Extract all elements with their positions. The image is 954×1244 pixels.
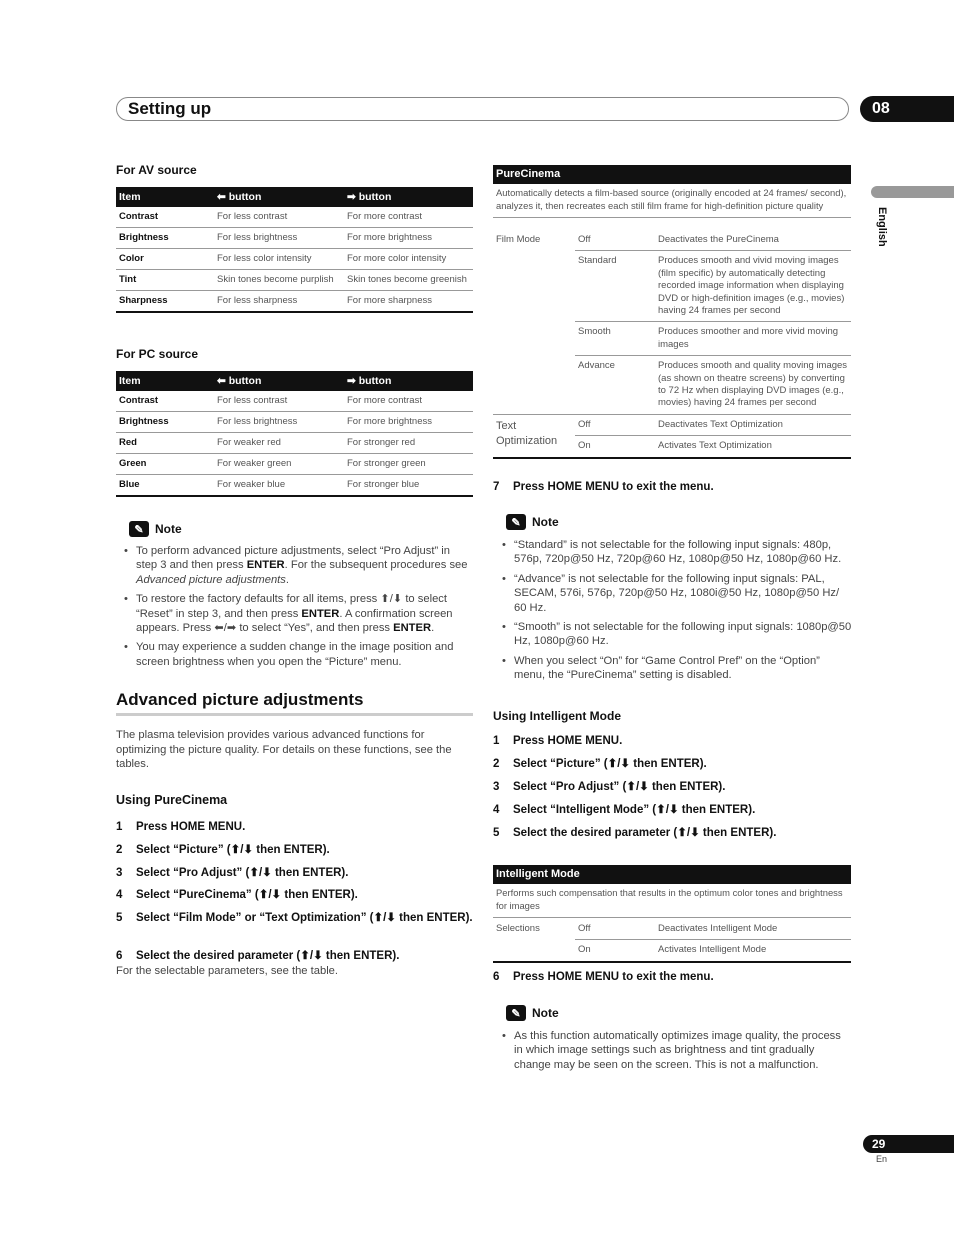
table-cell: Smooth [575,322,655,356]
language-tab [871,186,954,198]
table-description: Automatically detects a film-based source (originally encoded at 24 frames/ second), analyzes it, then recreates each still film frame for high-definition picture quality [496,187,847,211]
list-item [124,592,474,635]
note-heading [129,521,182,537]
table-cell: For more brightness [344,228,473,249]
language-label: English [876,207,888,247]
table-cell: Deactivates Intelligent Mode [655,919,851,940]
av-source-table [116,187,473,313]
list-item: • “Advance” is not selectable for the following input signals: PAL, SECAM, 576i, 576p, 720p@50 Hz, 1080i@50 Hz, 1080p@50 Hz/ 60 Hz. [502,572,852,615]
table-row [493,230,851,251]
step-number: 3 [116,867,123,879]
step-text: Press HOME MENU. [513,735,623,747]
step-item [493,780,851,794]
step-text: Select “Intelligent Mode” (⬆/⬇ then ENTER). [513,804,756,816]
step-text: Select “PureCinema” (⬆/⬇ then ENTER). [136,889,358,901]
note-text: . A confirmation screen appears. Press ⬅/➡ to select “Yes”, and then press [136,607,453,635]
table-row [493,251,851,322]
language-code: En [876,1154,888,1164]
table-cell: Activates Text Optimization [655,436,851,458]
table-cell: Produces smooth and quality moving images (as shown on theatre screens) by converting to 72 Hz when displaying DVD images (e.g., movies) having 24 frames per second [655,356,851,415]
note-text: . For the subsequent procedures see [284,559,468,572]
step-text: Select “Picture” (⬆/⬇ then ENTER). [513,758,707,770]
step-number: 4 [493,804,500,816]
table-cell: Skin tones become purplish [214,270,344,291]
purecinema-heading: Using PureCinema [116,793,228,807]
column-header: ➡ button [344,187,473,207]
column-header: Item [116,187,214,207]
step-item [116,911,473,926]
note-text: . [285,573,289,586]
table-cell: Brightness [116,228,214,249]
table-cell: Contrast [116,391,214,412]
table-cell [493,940,575,962]
step-text: Select the desired parameter (⬆/⬇ then ENTER). [136,950,400,962]
table-row [493,940,851,962]
note-text: You may experience a sudden change in the image position and screen brightness when you open the “Picture” menu. [136,641,454,668]
table-cell: For less brightness [214,412,344,433]
step-text: Press HOME MENU to exit the menu. [513,481,714,493]
step-number: 6 [493,971,500,983]
list-item: • When you select “On” for “Game Control Pref” on the “Option” menu, the “PureCinema” setting is disabled. [502,654,852,683]
page-title: Setting up [128,99,212,118]
step-item [493,970,851,984]
pc-source-table [116,371,473,497]
step-item [116,843,473,857]
table-cell: Deactivates Text Optimization [655,414,851,435]
divider [493,217,851,218]
table-cell: Text Optimization [493,414,575,457]
step-text: Select “Film Mode” or “Text Optimization” (⬆/⬇ then ENTER). [136,912,473,924]
section-rule [116,713,473,716]
step-text: Select “Pro Adjust” (⬆/⬇ then ENTER). [513,781,726,793]
table-cell: Red [116,433,214,454]
table-cell: Off [575,414,655,435]
table-cell: Activates Intelligent Mode [655,940,851,962]
intelligent-table [493,919,851,963]
table-row [116,433,473,454]
table-cell: On [575,436,655,458]
table-cell [493,251,575,322]
table-cell: Contrast [116,207,214,228]
table-header-row [116,187,473,207]
note-pencil-icon: ✎ [506,1005,526,1021]
table-cell: For more brightness [344,412,473,433]
table-cell: Standard [575,251,655,322]
step-number: 7 [493,481,500,493]
step-number: 2 [116,844,123,856]
column-header: ⬅ button [214,187,344,207]
table-cell: Produces smoother and more vivid moving images [655,322,851,356]
step-number: 1 [116,821,123,833]
step-item [116,888,473,902]
list-item: • “Standard” is not selectable for the following input signals: 480p, 576p, 720p@50 Hz, 720p@60 Hz, 1080p@50 Hz, 1080p@60 Hz. [502,538,852,567]
intro-paragraph: The plasma television provides various advanced functions for optimizing the picture quality. For details on these functions, see the tables. [116,729,452,770]
step-item [116,866,473,880]
note-list [124,544,474,674]
table-row [116,391,473,412]
table-cell: Skin tones become greenish [344,270,473,291]
step-number: 3 [493,781,500,793]
table-row [493,356,851,415]
note-reference: Advanced picture adjustments [136,573,286,586]
table-row [116,207,473,228]
table-cell: Film Mode [496,234,541,245]
intelligent-heading: Using Intelligent Mode [493,709,621,723]
list-item: • As this function automatically optimizes image quality, the process in which image settings such as brightness and tint gradually change may be seen on the screen. This is not a malfunction. [502,1029,847,1072]
table-row [116,228,473,249]
step-item [493,826,851,840]
table-cell: Selections [496,923,540,934]
note-heading [506,514,559,530]
chapter-number: 08 [872,100,890,117]
note-key: ENTER [246,559,285,572]
table-cell: Green [116,454,214,475]
note-pencil-icon: ✎ [129,521,149,537]
note-pencil-icon: ✎ [506,514,526,530]
purecinema-table [493,230,851,459]
table-cell: Sharpness [116,291,214,313]
table-cell: Off [575,919,655,940]
note-list [502,538,852,688]
header-bar [116,97,849,121]
av-source-heading: For AV source [116,163,197,177]
table-row [116,475,473,497]
note-text: To perform advanced picture adjustments, select “Pro Adjust” in step 3 and then press [136,545,451,572]
step-number: 5 [116,912,123,924]
step-item [493,757,851,771]
step-number: 6 [116,950,123,962]
table-cell: For stronger red [344,433,473,454]
purecinema-table-block [493,165,851,218]
divider [493,917,851,918]
step-number: 2 [493,758,500,770]
table-cell: For more contrast [344,207,473,228]
step-number: 1 [493,735,500,747]
step-note: For the selectable parameters, see the table. [116,965,339,977]
table-description: Performs such compensation that results in the optimum color tones and brightness for images [496,887,843,911]
column-header: ⬅ button [214,371,344,391]
table-cell: Color [116,249,214,270]
table-cell: Blue [116,475,214,497]
table-row [493,414,851,435]
list-item [124,544,474,587]
table-row [116,454,473,475]
table-cell: For more contrast [344,391,473,412]
step-item [116,949,473,963]
table-row [116,249,473,270]
note-heading [506,1005,559,1021]
table-row [116,412,473,433]
table-cell: Off [575,230,655,251]
table-cell: Advance [575,356,655,415]
table-row [116,270,473,291]
table-cell: For less sharpness [214,291,344,313]
note-label: Note [532,1006,559,1020]
table-cell: Produces smooth and vivid moving images (film specific) by automatically detecting recorded image information when displaying DVD or high-definition images (e.g., movies) having 24 frames per second [655,251,851,322]
step-text: Press HOME MENU to exit the menu. [513,971,714,983]
step-number: 5 [493,827,500,839]
note-key: ENTER [393,622,432,635]
table-cell: For stronger green [344,454,473,475]
column-header: Item [116,371,214,391]
table-cell: Brightness [116,412,214,433]
note-label: Note [532,515,559,529]
table-cell: For more color intensity [344,249,473,270]
table-cell: For weaker red [214,433,344,454]
step-text: Select “Pro Adjust” (⬆/⬇ then ENTER). [136,867,349,879]
note-text: To restore the factory defaults for all items, press ⬆/⬇ to select “Reset” in step 3, and then press [136,593,447,620]
step-text: Select the desired parameter (⬆/⬇ then ENTER). [513,827,777,839]
table-header-row [116,371,473,391]
column-header: ➡ button [344,371,473,391]
list-item: • “Smooth” is not selectable for the following input signals: 1080p@50 Hz, 1080p@60 Hz. [502,620,852,649]
step-item [493,480,851,494]
step-text: Press HOME MENU. [136,821,246,833]
step-item [116,820,473,834]
table-cell: Tint [116,270,214,291]
list-item [124,640,474,669]
table-cell: For less color intensity [214,249,344,270]
table-cell: For more sharpness [344,291,473,313]
step-number: 4 [116,889,123,901]
table-cell: For less brightness [214,228,344,249]
table-row [493,322,851,356]
table-cell: For less contrast [214,207,344,228]
step-item [493,803,851,817]
table-cell: For weaker green [214,454,344,475]
note-list [502,1029,847,1077]
table-cell [493,356,575,415]
page-number: 29 [872,1137,886,1151]
table-cell: For stronger blue [344,475,473,497]
note-text: . [431,622,435,635]
table-cell [493,322,575,356]
table-cell: On [575,940,655,962]
intelligent-table-block [493,865,851,918]
table-title: PureCinema [493,165,851,184]
step-item [493,734,851,748]
table-cell: Deactivates the PureCinema [655,230,851,251]
section-title: Advanced picture adjustments [116,690,364,709]
table-row [116,291,473,313]
table-row [493,919,851,940]
note-key: ENTER [301,607,340,620]
table-cell: For less contrast [214,391,344,412]
pc-source-heading: For PC source [116,347,199,361]
table-title: Intelligent Mode [493,865,851,884]
table-cell: For weaker blue [214,475,344,497]
step-text: Select “Picture” (⬆/⬇ then ENTER). [136,844,330,856]
note-label: Note [155,522,182,536]
